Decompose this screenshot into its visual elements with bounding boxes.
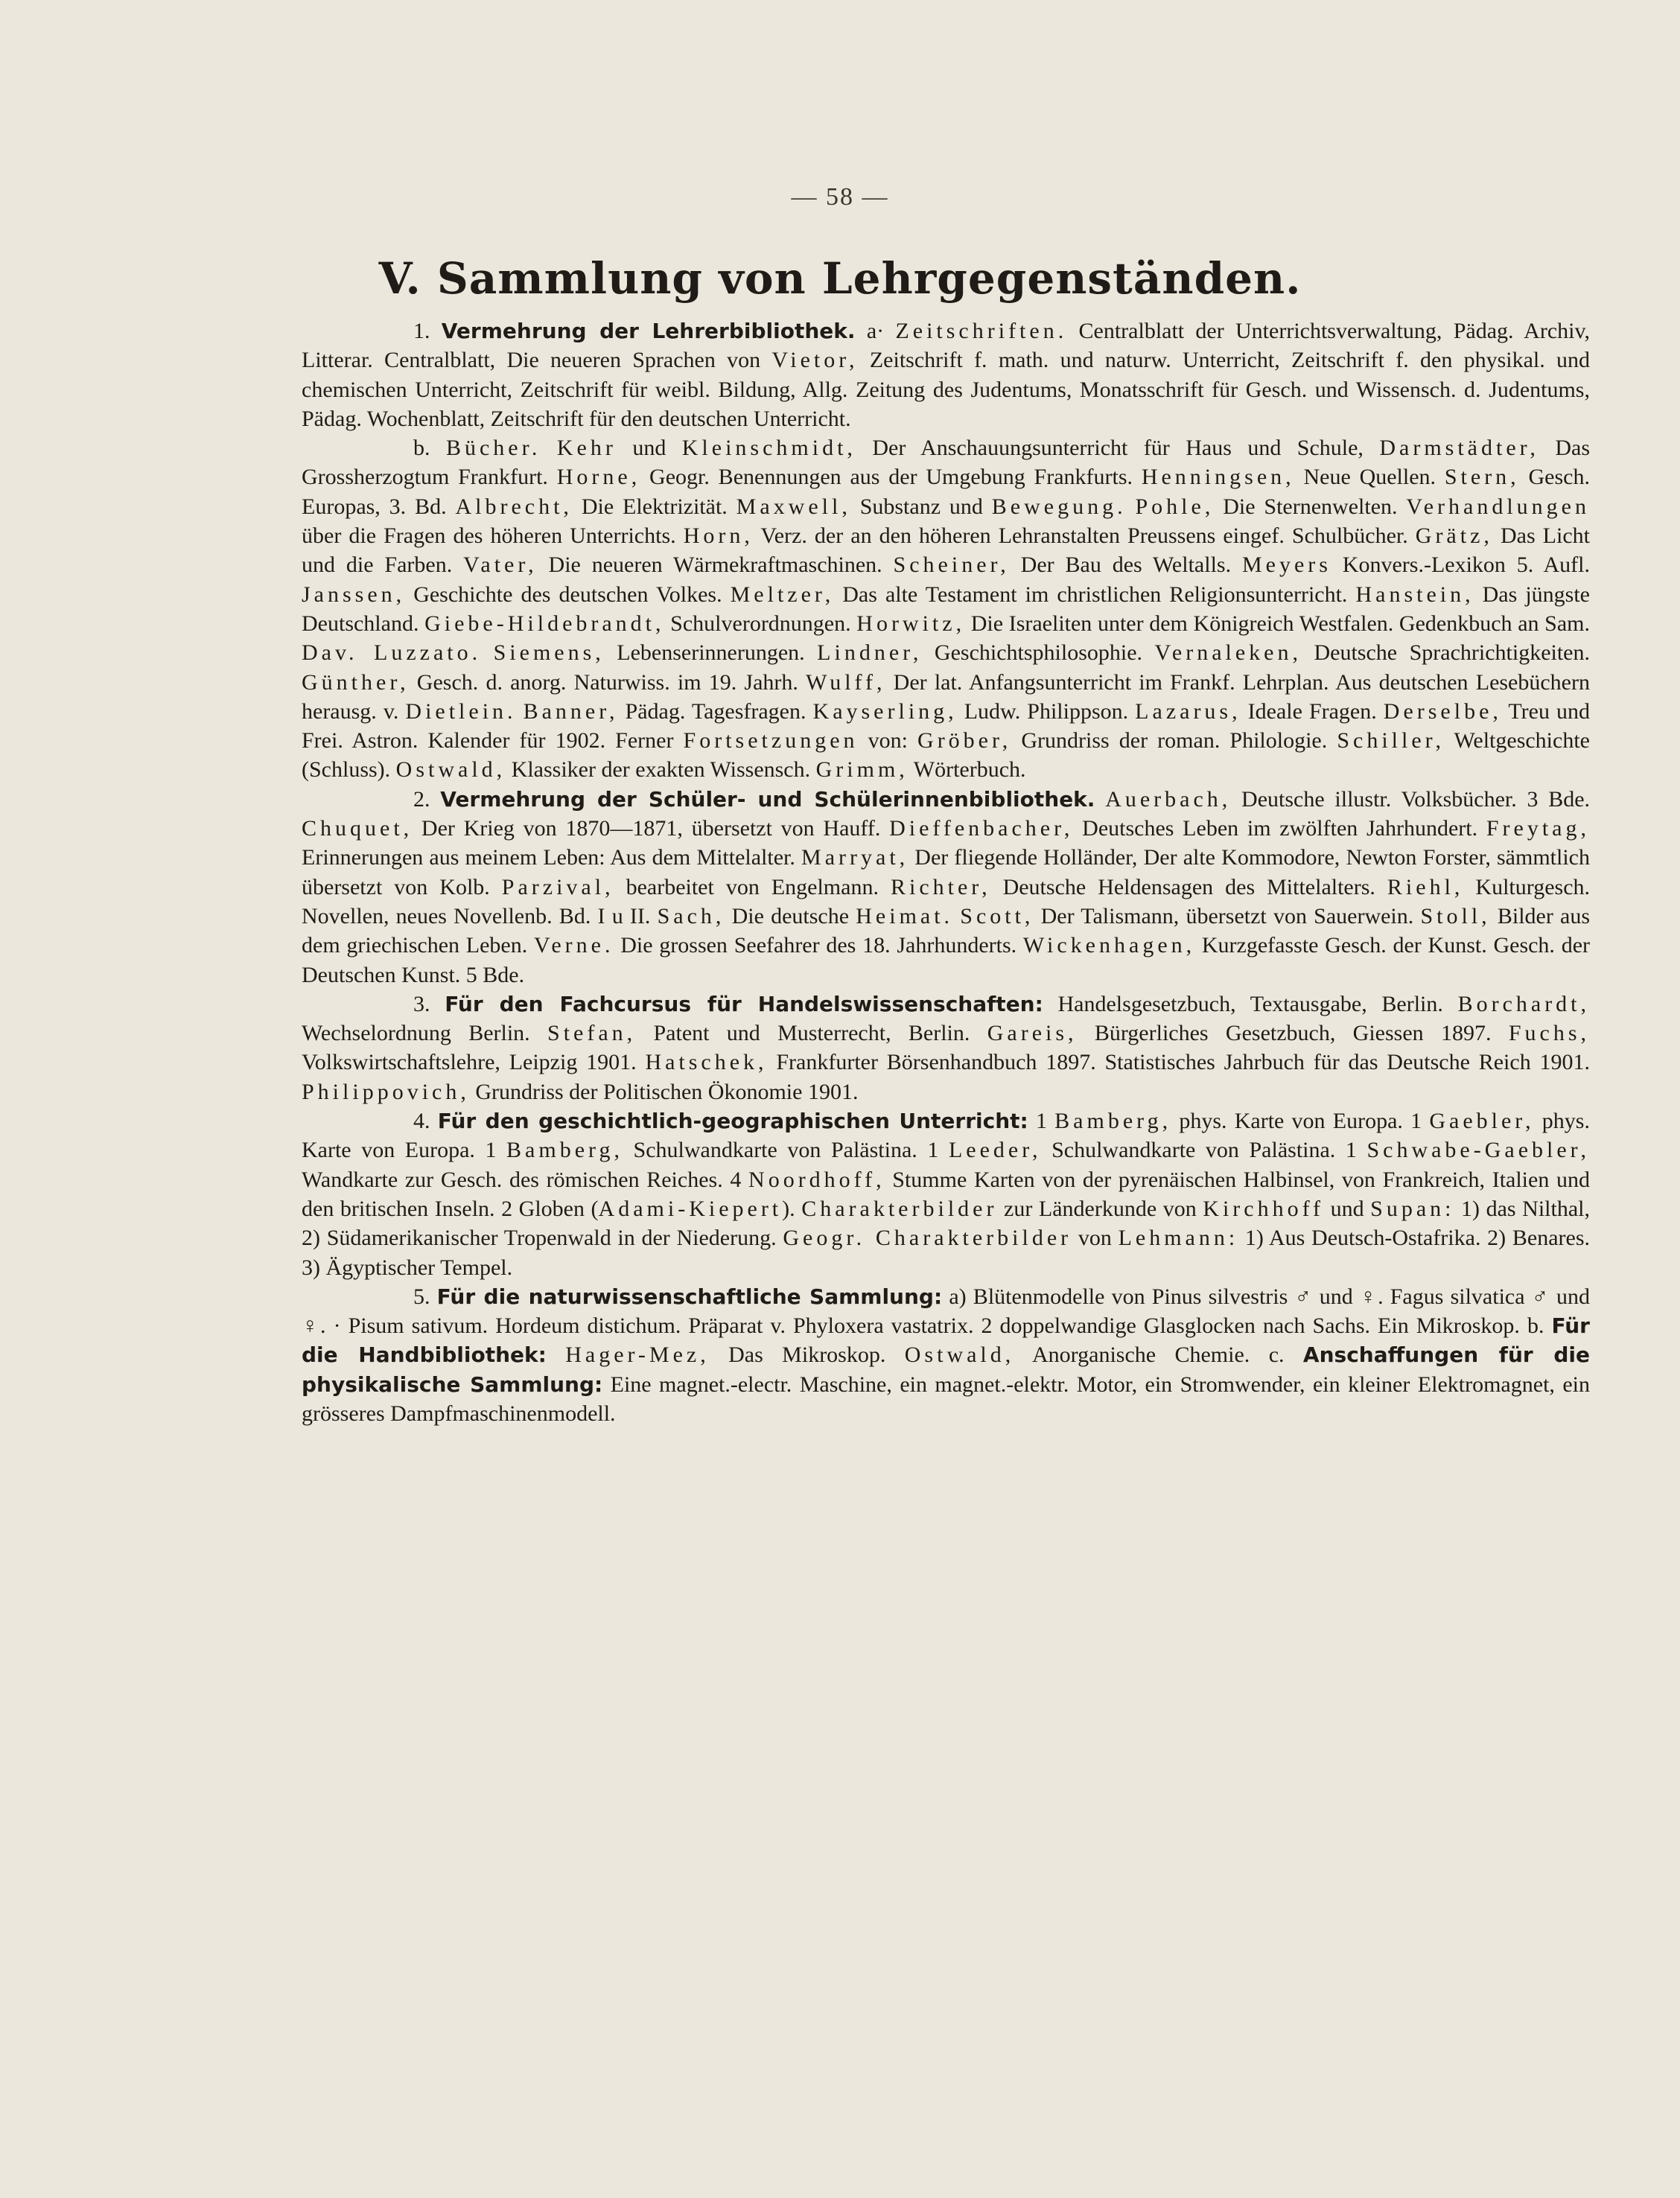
section-3-title-2: Patent und Musterrecht, Berlin. bbox=[636, 1021, 987, 1046]
section-4-author-11: Geogr. Charakterbilder bbox=[783, 1226, 1072, 1251]
section-2-title-7: Kulturgesch. Novellen, neues Novellenb. Bd. I u II. bbox=[302, 874, 1591, 928]
section-4-author-8: Charakterbilder bbox=[801, 1196, 998, 1221]
section-3-title-5: Frankfurter Börsenhandbuch 1897. Statistisches Jahrbuch für das Deutsche Reich 1901. bbox=[767, 1050, 1590, 1075]
section-1b-author-8: Bewegung. bbox=[991, 494, 1127, 519]
section-1b-title-14: Der Bau des Weltalls. bbox=[1009, 552, 1242, 578]
section-2-title-13: Kurzgefasste Gesch. der Kunst. Gesch. der Deutschen Kunst. 5 Bde. bbox=[302, 933, 1590, 987]
section-4-author-6: Noordhoff, bbox=[748, 1167, 885, 1192]
section-3-heading: Für den Fachcursus für Handelswissenschaften: bbox=[445, 991, 1043, 1016]
section-4-title-12: 1) Aus Deutsch-Ostafrika. 2) Benares. 3) Ägyptischer Tempel. bbox=[302, 1226, 1590, 1280]
section-2-title-0: Deutsche illustr. Volksbücher. 3 Bde. bbox=[1231, 786, 1591, 812]
section-2-author-6: Richter, bbox=[890, 874, 991, 899]
section-1b-author-34: Schiller, bbox=[1337, 728, 1445, 754]
section-1b-title-20: Die Israeliten unter dem Königreich Westfalen. Gedenkbuch an Sam. bbox=[965, 611, 1590, 636]
section-1b-title-34: Weltgeschichte (Schluss). bbox=[302, 728, 1590, 783]
section-4-author-3: Bamberg, bbox=[506, 1138, 623, 1163]
section-4-author-4: Leeder, bbox=[948, 1138, 1042, 1163]
section-2-author-2: Dieffenbacher, bbox=[889, 816, 1074, 841]
page-number: — 58 — bbox=[791, 183, 889, 211]
section-4-title-2: phys. Karte von Europa. 1 bbox=[302, 1109, 1590, 1163]
section-3-author-5: Hatschek, bbox=[645, 1050, 768, 1075]
section-1b-title-2: Das Grossherzogtum Frankfurt. bbox=[302, 436, 1591, 490]
section-1b-title-25: Gesch. d. anorg. Naturwiss. im 19. Jahrh. bbox=[409, 669, 806, 695]
section-1a-text: Centralblatt der Unterrichtsverwaltung, Pädag. Archiv, Litterar. Centralblatt, Die neueren Sprachen von bbox=[302, 319, 1591, 373]
section-5-heading-b: Für die Handbibliothek: bbox=[302, 1313, 1590, 1368]
section-4-author-2: Gaebler, bbox=[1429, 1109, 1535, 1134]
section-4-title-5: Wandkarte zur Gesch. des römischen Reiches. 4 bbox=[302, 1167, 749, 1192]
section-1b-title-30: Ideale Fragen. bbox=[1241, 698, 1384, 724]
section-1b-title-31: Treu und Frei. Astron. Kalender für 1902. Ferner bbox=[302, 698, 1590, 754]
section-1b-title-18: Das jüngste Deutschland. bbox=[302, 582, 1590, 636]
section-1a-vietor: Vietor, bbox=[771, 348, 859, 373]
section-2-book-list bbox=[302, 787, 1590, 987]
section-4-title-6: Stumme Karten von der pyrenäischen Halbinsel, von Frankreich, Italien und den britischen Inseln. 2 Globen ( bbox=[302, 1167, 1590, 1221]
section-4-title-7: ). bbox=[782, 1196, 802, 1221]
section-1-number: 1. bbox=[413, 319, 430, 343]
section-1b-title-16: Geschichte des deutschen Volkes. bbox=[405, 582, 731, 607]
section-4-author-7: Adami-Kiepert bbox=[598, 1196, 783, 1221]
section-1b-title-5: Gesch. Europas, 3. Bd. bbox=[302, 465, 1590, 519]
section-1b-author-5: Stern, bbox=[1444, 465, 1520, 490]
section-3-author-2: Stefan, bbox=[547, 1021, 637, 1046]
section-4-title-0: 1 bbox=[1035, 1109, 1055, 1134]
section-1b-title-27 bbox=[517, 699, 524, 724]
section-1b-title-26: Der lat. Anfangsunterricht im Frankf. Lehrplan. Aus deutschen Lesebüchern herausg. v. bbox=[302, 669, 1590, 724]
section-2-author-0: Auerbach, bbox=[1105, 786, 1232, 812]
section-1b-author-1: Kleinschmidt, bbox=[681, 436, 856, 461]
section-2-title-5: bearbeitet von Engelmann. bbox=[614, 874, 891, 899]
section-1b-title-1: Der Anschauungsunterricht für Haus und Schule, bbox=[856, 436, 1380, 461]
section-1b-author-17: Meltzer, bbox=[730, 582, 835, 607]
section-1b-title-21 bbox=[481, 640, 494, 665]
section-1b-title-13: Die neueren Wärmekraftmaschinen. bbox=[537, 552, 894, 578]
section-1b-title-10: über die Fragen des höheren Unterrichts. bbox=[302, 523, 684, 549]
section-3-author-1: Borchardt, bbox=[1457, 991, 1591, 1016]
section-3-title-6: Grundriss der Politischen Ökonomie 1901. bbox=[469, 1079, 859, 1104]
section-1b-author-21: Dav. Luzzato. bbox=[302, 640, 482, 666]
section-2-title-8: Die deutsche bbox=[725, 903, 856, 928]
section-1b-author-12: Grätz, bbox=[1415, 523, 1493, 549]
section-5-heading: Für die naturwissenschaftliche Sammlung: bbox=[436, 1284, 943, 1309]
section-1b-title-24: Deutsche Sprachrichtigkeiten. bbox=[1301, 640, 1590, 666]
section-1b-author-25: Günther, bbox=[302, 669, 410, 695]
section-1b-author-13: Vater, bbox=[463, 552, 538, 578]
section-4-map-list bbox=[302, 1109, 1590, 1279]
section-1b-author-10: Verhandlungen bbox=[1406, 494, 1591, 519]
section-1-lehrer-periodicals bbox=[302, 316, 1590, 433]
section-1b-title-3: Geogr. Benennungen aus der Umgebung Frankfurts. bbox=[640, 465, 1142, 490]
section-1b-label: b. bbox=[413, 436, 430, 461]
section-1b-author-7: Maxwell, bbox=[736, 494, 851, 519]
section-2-author-8: Sach, bbox=[657, 903, 725, 928]
section-5-text-4: Eine magnet.-electr. Maschine, ein magnet.-elektr. Motor, ein Stromwender, ein kleiner Elektromagnet, ein grösseres Dampfmaschinenmodell. bbox=[302, 1372, 1590, 1426]
section-1b-title-28: Pädag. Tagesfragen. bbox=[618, 698, 813, 724]
section-1b-title-23: Geschichtsphilosophie. bbox=[922, 640, 1155, 666]
section-5-paragraph bbox=[302, 1282, 1590, 1428]
section-3-title-4: Volkswirtschaftslehre, Leipzig 1901. bbox=[302, 1050, 646, 1075]
section-3-paragraph bbox=[302, 990, 1590, 1106]
section-1b-title-29: Ludw. Philippson. bbox=[957, 698, 1136, 724]
section-1b-title-4: Neue Quellen. bbox=[1294, 465, 1445, 490]
section-1b-title-12: Das Licht und die Farben. bbox=[302, 523, 1590, 578]
section-1b-title-19: Schulverordnungen. bbox=[664, 611, 857, 636]
section-4-title-3: Schulwandkarte von Palästina. 1 bbox=[623, 1138, 949, 1163]
section-1b-author-6: Albrecht, bbox=[455, 494, 573, 519]
section-1b-title-17: Das alte Testament im christlichen Religionsunterricht. bbox=[834, 582, 1356, 607]
section-1b-author-28: Banner, bbox=[523, 698, 619, 724]
section-5-text-2: Das Mikroskop. bbox=[709, 1342, 905, 1368]
section-3-title-0: Handelsgesetzbuch, Textausgabe, Berlin. bbox=[1057, 991, 1458, 1016]
section-1b-author-9: Pohle, bbox=[1135, 494, 1215, 519]
section-3-author-4: Fuchs, bbox=[1508, 1021, 1590, 1046]
section-4-title-11: von bbox=[1072, 1226, 1119, 1251]
section-1b-author-14: Scheiner, bbox=[893, 552, 1010, 578]
section-2-title-6: Deutsche Heldensagen des Mittelalters. bbox=[990, 874, 1387, 899]
section-3-number: 3. bbox=[413, 991, 430, 1016]
section-1b-author-35: Ostwald, bbox=[395, 757, 506, 783]
section-5-heading-c: Anschaffungen für die physikalische Sammlung: bbox=[302, 1342, 1590, 1397]
section-1b-title-35: Klassiker der exakten Wissensch. bbox=[506, 757, 816, 783]
section-1b-title-36: Wörterbuch. bbox=[908, 757, 1026, 783]
section-1b-author-3: Horne, bbox=[556, 465, 641, 490]
section-5-text-1: a) Blütenmodelle von Pinus silvestris ♂ und ♀. Fagus silvatica ♂ und ♀. · Pisum sativum. Hordeum distichum. Präparat v. Phyloxera vastatrix. 2 doppelwandige Glasglocken nach Sachs. Ein Mikroskop. b. bbox=[302, 1284, 1591, 1339]
section-4-author-1: Bamberg, bbox=[1054, 1109, 1172, 1134]
section-1b-author-27: Dietlein. bbox=[405, 698, 517, 724]
section-2-number: 2. bbox=[413, 786, 430, 812]
section-1b-author-11: Horn, bbox=[683, 523, 754, 549]
section-1b-author-24: Vernaleken, bbox=[1154, 640, 1302, 666]
section-1b-title-8 bbox=[1127, 494, 1136, 519]
section-2-title-11: Bilder aus dem griechischen Leben. bbox=[302, 903, 1591, 958]
document-body bbox=[302, 316, 1590, 1428]
section-4-author-9: Kirchhoff bbox=[1203, 1196, 1325, 1221]
section-1b-title-6: Die Elektrizität. bbox=[572, 494, 736, 519]
section-2-title-10: Der Talismann, übersetzt von Sauerwein. bbox=[1034, 903, 1421, 928]
section-4-paragraph bbox=[302, 1106, 1590, 1282]
section-4-number: 4. bbox=[413, 1109, 430, 1134]
section-1b-author-4: Henningsen, bbox=[1141, 465, 1295, 490]
section-1b-author-29: Kayserling, bbox=[812, 698, 958, 724]
section-1b-author-16: Janssen, bbox=[302, 582, 406, 607]
section-2-author-1: Chuquet, bbox=[302, 816, 413, 841]
section-1b-title-32: von: bbox=[858, 728, 918, 754]
section-4-title-8: zur Länderkunde von bbox=[997, 1196, 1203, 1221]
section-2-heading: Vermehrung der Schüler- und Schülerinnenbibliothek. bbox=[440, 786, 1095, 812]
section-1b-subheading: Bücher. bbox=[445, 436, 541, 461]
section-5-hager: Hager-Mez, bbox=[565, 1342, 710, 1368]
section-3-title-1: Wechselordnung Berlin. bbox=[302, 1021, 548, 1046]
section-2-author-12: Verne. bbox=[533, 933, 614, 958]
section-1b-author-33: Gröber, bbox=[917, 728, 1012, 754]
section-4-author-12: Lehmann: bbox=[1118, 1226, 1239, 1251]
section-2-title-9 bbox=[953, 904, 960, 928]
section-1b-author-19: Giebe-Hildebrandt, bbox=[424, 611, 665, 636]
section-2-author-5: Parzival, bbox=[501, 874, 614, 899]
section-2-author-4: Marryat, bbox=[801, 845, 909, 870]
section-1-heading: Vermehrung der Lehrerbibliothek. bbox=[441, 319, 856, 343]
section-1b-title-15: Konvers.-Lexikon 5. Aufl. bbox=[1331, 552, 1590, 578]
section-1b-author-30: Lazarus, bbox=[1135, 698, 1241, 724]
section-4-title-10: 1) das Nilthal, 2) Südamerikanischer Tropenwald in der Niederung. bbox=[302, 1196, 1590, 1251]
section-2-author-9: Heimat. bbox=[856, 903, 954, 928]
section-4-title-4: Schulwandkarte von Palästina. 1 bbox=[1041, 1138, 1367, 1163]
section-2-author-3: Freytag, bbox=[1486, 816, 1590, 841]
section-2-title-12: Die grossen Seefahrer des 18. Jahrhunderts. bbox=[614, 933, 1023, 958]
section-1b-book-list bbox=[302, 436, 1590, 782]
section-2-title-2: Deutsches Leben im zwölften Jahrhundert. bbox=[1073, 816, 1486, 841]
section-1b-title-11: Verz. der an den höheren Lehranstalten Preussens eingef. Schulbücher. bbox=[753, 523, 1416, 549]
section-1b-author-36: Grimm, bbox=[815, 757, 909, 783]
section-1b-title-22: Lebenserinnerungen. bbox=[604, 640, 818, 666]
section-2-author-11: Stoll, bbox=[1420, 903, 1491, 928]
section-1a-subheading: Zeitschriften. bbox=[895, 319, 1068, 343]
section-1b-author-26: Wulff, bbox=[806, 669, 886, 695]
section-title: V. Sammlung von Lehrgegenständen. bbox=[378, 253, 1302, 304]
section-1b-author-32: Fortsetzungen bbox=[683, 728, 859, 754]
section-4-title-1: phys. Karte von Europa. 1 bbox=[1171, 1109, 1430, 1134]
section-2-title-3: Erinnerungen aus meinem Leben: Aus dem Mittelalter. bbox=[302, 845, 802, 870]
section-4-author-10: Supan: bbox=[1370, 1196, 1455, 1221]
section-3-author-6: Philippovich, bbox=[302, 1079, 470, 1104]
section-3-author-3: Gareis, bbox=[987, 1021, 1078, 1046]
section-2-author-13: Wickenhagen, bbox=[1022, 933, 1196, 958]
section-1b-author-18: Hanstein, bbox=[1355, 582, 1474, 607]
section-1-books bbox=[302, 433, 1590, 785]
section-1b-title-0: und bbox=[616, 436, 682, 461]
section-3-title-3: Bürgerliches Gesetzbuch, Giessen 1897. bbox=[1077, 1021, 1509, 1046]
section-1b-author-0: Kehr bbox=[556, 436, 617, 461]
section-2-paragraph bbox=[302, 785, 1590, 990]
section-2-title-1: Der Krieg von 1870—1871, übersetzt von Hauff. bbox=[413, 816, 890, 841]
section-1a-text-2: Zeitschrift f. math. und naturw. Unterricht, Zeitschrift f. den physikal. und chemischen Unterricht, Zeitschrift für weibl. Bildung, Allg. Zeitung des Judentums, Monatsschrift für Gesch. und Wissensch. d. Judentums, Pädag. Wochenblatt, Zeitschrift für den deutschen Unterricht. bbox=[302, 348, 1591, 431]
section-5-text-3: Anorganische Chemie. c. bbox=[1014, 1342, 1285, 1368]
section-2-author-10: Scott, bbox=[960, 903, 1034, 928]
section-4-heading: Für den geschichtlich-geographischen Unterricht: bbox=[437, 1109, 1028, 1134]
section-2-title-4: Der fliegende Holländer, Der alte Kommodore, Newton Forster, sämmtlich übersetzt von Kolb. bbox=[302, 845, 1590, 899]
section-1b-author-2: Darmstädter, bbox=[1379, 436, 1539, 461]
section-1b-title-9: Die Sternenwelten. bbox=[1214, 494, 1407, 519]
section-1b-author-20: Horwitz, bbox=[856, 611, 966, 636]
section-4-author-5: Schwabe-Gaebler, bbox=[1366, 1138, 1590, 1163]
section-1a-label: a· bbox=[866, 319, 885, 343]
section-4-title-9: und bbox=[1324, 1196, 1371, 1221]
section-1b-author-31: Derselbe, bbox=[1383, 698, 1502, 724]
section-1b-title-33: Grundriss der roman. Philologie. bbox=[1011, 728, 1337, 754]
section-1b-author-22: Siemens, bbox=[493, 640, 605, 666]
section-5-ostwald: Ostwald, bbox=[904, 1342, 1015, 1368]
section-2-author-7: Riehl, bbox=[1387, 874, 1464, 899]
section-1b-author-15: Meyers bbox=[1241, 552, 1331, 578]
section-1b-title-7: Substanz und bbox=[850, 494, 992, 519]
section-1b-author-23: Lindner, bbox=[817, 640, 923, 666]
section-5-number: 5. bbox=[413, 1284, 430, 1309]
